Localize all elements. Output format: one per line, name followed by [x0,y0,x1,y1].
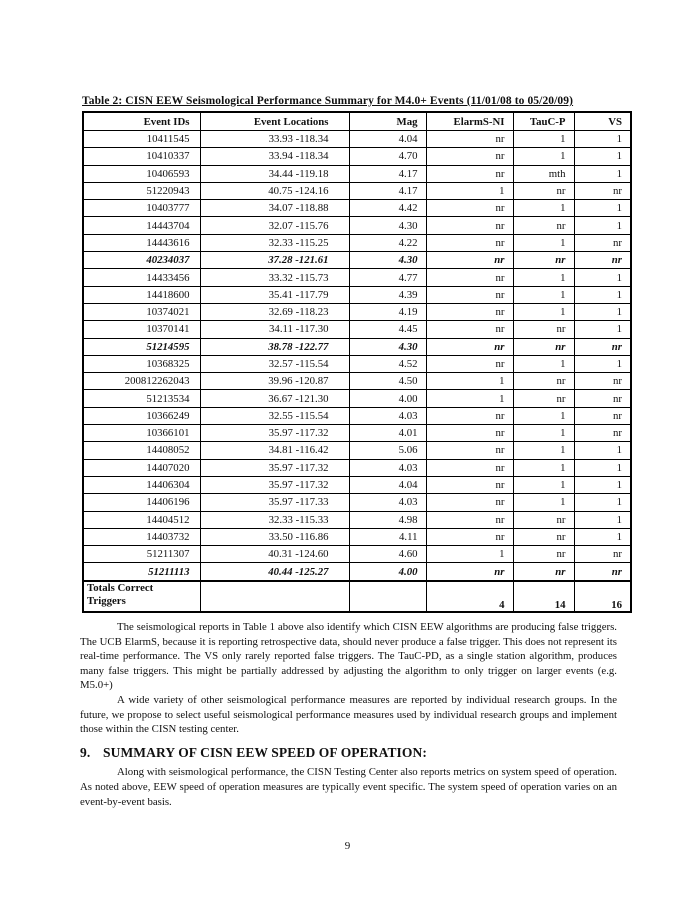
table-header-row [83,112,631,131]
table-cell-loc: 34.07 -118.88 [200,200,349,217]
table-cell-elarms: 1 [426,390,513,407]
table-cell-elarms: 1 [426,546,513,563]
table-cell-id: 51214595 [83,338,200,355]
table-row [83,494,631,511]
section-heading [80,746,617,761]
table-cell-vs: 1 [574,269,631,286]
table-cell-elarms: nr [426,511,513,528]
table-cell-loc: 33.50 -116.86 [200,528,349,545]
table-row [83,355,631,372]
table-cell-mag: 4.00 [349,563,426,581]
table-cell-loc: 33.94 -118.34 [200,148,349,165]
table-cell-id: 14406196 [83,494,200,511]
table-cell-tauc: nr [513,563,574,581]
totals-label: Totals Correct Triggers [83,581,200,612]
table-cell-tauc: nr [513,546,574,563]
table-cell-tauc: 1 [513,355,574,372]
table-cell-loc: 32.55 -115.54 [200,407,349,424]
table-cell-tauc: nr [513,217,574,234]
totals-row [83,581,631,612]
table-cell-id: 10374021 [83,303,200,320]
table-row [83,321,631,338]
table-row [83,217,631,234]
table-cell-elarms: nr [426,286,513,303]
table-cell-elarms: nr [426,234,513,251]
table-cell-elarms: nr [426,494,513,511]
table-cell-vs: 1 [574,165,631,182]
table-row [83,476,631,493]
table-row [83,442,631,459]
table-row [83,200,631,217]
table-cell-tauc: 1 [513,269,574,286]
table-cell-id: 10366249 [83,407,200,424]
table-cell-vs: 1 [574,217,631,234]
page-number: 9 [344,840,351,852]
paragraph-speed-of-operation: Along with seismological performance, the CISN Testing Center also reports metrics on system speed of operation. As noted above, EEW speed of operation measures are typically event specific. The system speed of operation varies on an event-by-event basis. [80,766,617,808]
table-cell-loc: 35.97 -117.32 [200,459,349,476]
table-cell-elarms: nr [426,165,513,182]
table-cell-vs: nr [574,252,631,269]
table-cell-mag: 4.11 [349,528,426,545]
table-cell-tauc: 1 [513,442,574,459]
table-cell-tauc: 1 [513,407,574,424]
table-cell-loc: 33.93 -118.34 [200,131,349,148]
table-cell-vs: 1 [574,355,631,372]
table-cell-mag: 4.03 [349,407,426,424]
table-row [83,286,631,303]
table-cell-mag: 4.03 [349,494,426,511]
table-cell-vs: 1 [574,286,631,303]
table-cell-vs: 1 [574,303,631,320]
table-cell-tauc: nr [513,252,574,269]
table-cell-vs: nr [574,338,631,355]
table-cell-mag: 4.77 [349,269,426,286]
table-cell-vs: 1 [574,131,631,148]
table-cell-elarms: 1 [426,373,513,390]
table-cell-elarms: nr [426,476,513,493]
table-cell-mag: 4.50 [349,373,426,390]
table-cell-id: 10366101 [83,425,200,442]
table-cell-elarms: nr [426,528,513,545]
table-cell-tauc: 1 [513,131,574,148]
table-cell-loc: 36.67 -121.30 [200,390,349,407]
table-cell-id: 51213534 [83,390,200,407]
table-cell-vs: nr [574,425,631,442]
table-title: Table 2: CISN EEW Seismological Performance Summary for M4.0+ Events (11/01/08 to 05/20/09) [82,95,574,107]
table-cell-mag: 4.30 [349,252,426,269]
table-cell-vs: nr [574,373,631,390]
table-cell-vs: 1 [574,511,631,528]
table-cell-mag: 4.19 [349,303,426,320]
totals-cell-elarms: 4 [426,581,513,612]
table-row [83,425,631,442]
table-cell-tauc: 1 [513,303,574,320]
table-cell-mag: 4.01 [349,425,426,442]
table-cell-id: 10368325 [83,355,200,372]
table-row [83,459,631,476]
table-cell-id: 40234037 [83,252,200,269]
table-cell-tauc: mth [513,165,574,182]
table-cell-elarms: nr [426,338,513,355]
table-row [83,407,631,424]
table-cell-id: 14408052 [83,442,200,459]
table-cell-tauc: nr [513,338,574,355]
table-cell-tauc: nr [513,511,574,528]
table-cell-id: 14404512 [83,511,200,528]
table-row [83,546,631,563]
table-body [83,131,631,581]
table-cell-elarms: nr [426,442,513,459]
column-header-tauc-p: TauC-P [513,112,574,131]
table-cell-tauc: 1 [513,286,574,303]
table-cell-elarms: nr [426,563,513,581]
totals-cell-mag-empty [349,581,426,612]
table-cell-loc: 32.33 -115.33 [200,511,349,528]
table-cell-mag: 4.22 [349,234,426,251]
table-cell-tauc: 1 [513,148,574,165]
table-cell-tauc: 1 [513,476,574,493]
table-cell-mag: 4.04 [349,131,426,148]
table-cell-loc: 38.78 -122.77 [200,338,349,355]
table-cell-vs: 1 [574,528,631,545]
table-cell-vs: 1 [574,494,631,511]
table-cell-elarms: nr [426,148,513,165]
table-row [83,234,631,251]
table-cell-vs: nr [574,390,631,407]
table-cell-vs: nr [574,234,631,251]
table-cell-id: 10403777 [83,200,200,217]
table-row [83,390,631,407]
table-cell-loc: 34.81 -116.42 [200,442,349,459]
table-cell-elarms: 1 [426,182,513,199]
table-cell-elarms: nr [426,355,513,372]
table-row [83,131,631,148]
table-cell-loc: 39.96 -120.87 [200,373,349,390]
table-cell-vs: 1 [574,200,631,217]
table-cell-mag: 4.52 [349,355,426,372]
table-cell-loc: 35.41 -117.79 [200,286,349,303]
paragraph-false-triggers: The seismological reports in Table 1 above also identify which CISN EEW algorithms are producing false triggers. The UCB ElarmS, because it is reporting retrospective data, should never produce a false trigger. This does not represent its real-time performance. The VS only rarely reported false triggers. The TauC-PD, as a single station algorithm, produces many false triggers. This might be partially addressed by adjusting the algorithm to only trigger on larger events (e.g. M5.0+) [80,621,617,692]
table-cell-loc: 32.07 -115.76 [200,217,349,234]
table-row [83,563,631,581]
table-cell-id: 51211113 [83,563,200,581]
table-row [83,303,631,320]
totals-cell-vs: 16 [574,581,631,612]
table-cell-id: 10370141 [83,321,200,338]
table-cell-elarms: nr [426,459,513,476]
table-row [83,338,631,355]
table-cell-id: 200812262043 [83,373,200,390]
table-cell-vs: 1 [574,148,631,165]
table-cell-tauc: nr [513,321,574,338]
table-cell-mag: 4.30 [349,338,426,355]
table-cell-loc: 34.44 -119.18 [200,165,349,182]
table-cell-mag: 4.70 [349,148,426,165]
table-cell-elarms: nr [426,425,513,442]
table-cell-id: 10410337 [83,148,200,165]
table-cell-tauc: 1 [513,234,574,251]
table-cell-mag: 4.30 [349,217,426,234]
table-cell-vs: 1 [574,476,631,493]
table-cell-loc: 35.97 -117.32 [200,476,349,493]
table-cell-elarms: nr [426,217,513,234]
table-cell-vs: 1 [574,321,631,338]
section-heading-title: SUMMARY OF CISN EEW SPEED OF OPERATION: [103,744,427,760]
table-cell-mag: 5.06 [349,442,426,459]
table-cell-loc: 40.31 -124.60 [200,546,349,563]
table-cell-tauc: nr [513,390,574,407]
table-cell-elarms: nr [426,131,513,148]
table-row [83,165,631,182]
table-cell-id: 14407020 [83,459,200,476]
table-cell-mag: 4.17 [349,165,426,182]
table-cell-vs: nr [574,546,631,563]
table-row [83,269,631,286]
table-cell-tauc: 1 [513,425,574,442]
table-cell-loc: 32.57 -115.54 [200,355,349,372]
table-cell-tauc: 1 [513,494,574,511]
table-cell-id: 14403732 [83,528,200,545]
table-row [83,511,631,528]
table-row [83,148,631,165]
table-cell-loc: 37.28 -121.61 [200,252,349,269]
section-heading-number: 9. [80,744,91,760]
table-row [83,252,631,269]
table-cell-tauc: 1 [513,459,574,476]
table-cell-loc: 32.69 -118.23 [200,303,349,320]
table-cell-mag: 4.98 [349,511,426,528]
table-cell-id: 14443704 [83,217,200,234]
table-cell-elarms: nr [426,303,513,320]
table-cell-id: 51211307 [83,546,200,563]
table-cell-loc: 40.75 -124.16 [200,182,349,199]
column-header-event-ids: Event IDs [83,112,200,131]
table-cell-vs: 1 [574,459,631,476]
table-cell-loc: 34.11 -117.30 [200,321,349,338]
table-cell-tauc: nr [513,528,574,545]
table-cell-tauc: nr [513,182,574,199]
table-cell-id: 14406304 [83,476,200,493]
table-cell-id: 10411545 [83,131,200,148]
table-cell-loc: 40.44 -125.27 [200,563,349,581]
table-cell-mag: 4.45 [349,321,426,338]
table-cell-mag: 4.03 [349,459,426,476]
table-cell-tauc: 1 [513,200,574,217]
table-cell-elarms: nr [426,321,513,338]
table-cell-elarms: nr [426,269,513,286]
column-header-event-locations: Event Locations [200,112,349,131]
totals-cell-tauc: 14 [513,581,574,612]
table-cell-mag: 4.04 [349,476,426,493]
table-cell-tauc: nr [513,373,574,390]
table-cell-elarms: nr [426,252,513,269]
table-row [83,528,631,545]
table-cell-elarms: nr [426,200,513,217]
column-header-elarms-ni: ElarmS-NI [426,112,513,131]
totals-cell-locations-empty [200,581,349,612]
table-row [83,373,631,390]
table-cell-mag: 4.00 [349,390,426,407]
table-cell-elarms: nr [426,407,513,424]
table-cell-vs: nr [574,563,631,581]
table-cell-id: 10406593 [83,165,200,182]
paragraph-other-measures: A wide variety of other seismological performance measures are reported by individual research groups. In the future, we propose to select useful seismological performance measures used by individual research groups and implement those within the CISN testing center. [80,693,617,736]
table-cell-mag: 4.17 [349,182,426,199]
table-cell-loc: 35.97 -117.32 [200,425,349,442]
table-cell-id: 14433456 [83,269,200,286]
table-cell-mag: 4.39 [349,286,426,303]
table-cell-vs: nr [574,182,631,199]
table-cell-id: 51220943 [83,182,200,199]
table-cell-id: 14443616 [83,234,200,251]
performance-table [82,111,632,613]
table-cell-loc: 33.32 -115.73 [200,269,349,286]
table-row [83,182,631,199]
table-cell-loc: 32.33 -115.25 [200,234,349,251]
column-header-mag: Mag [349,112,426,131]
table-cell-mag: 4.60 [349,546,426,563]
table-cell-vs: 1 [574,442,631,459]
table-cell-mag: 4.42 [349,200,426,217]
body-text [80,620,617,809]
table-cell-vs: nr [574,407,631,424]
table-cell-loc: 35.97 -117.33 [200,494,349,511]
table-cell-id: 14418600 [83,286,200,303]
column-header-vs: VS [574,112,631,131]
